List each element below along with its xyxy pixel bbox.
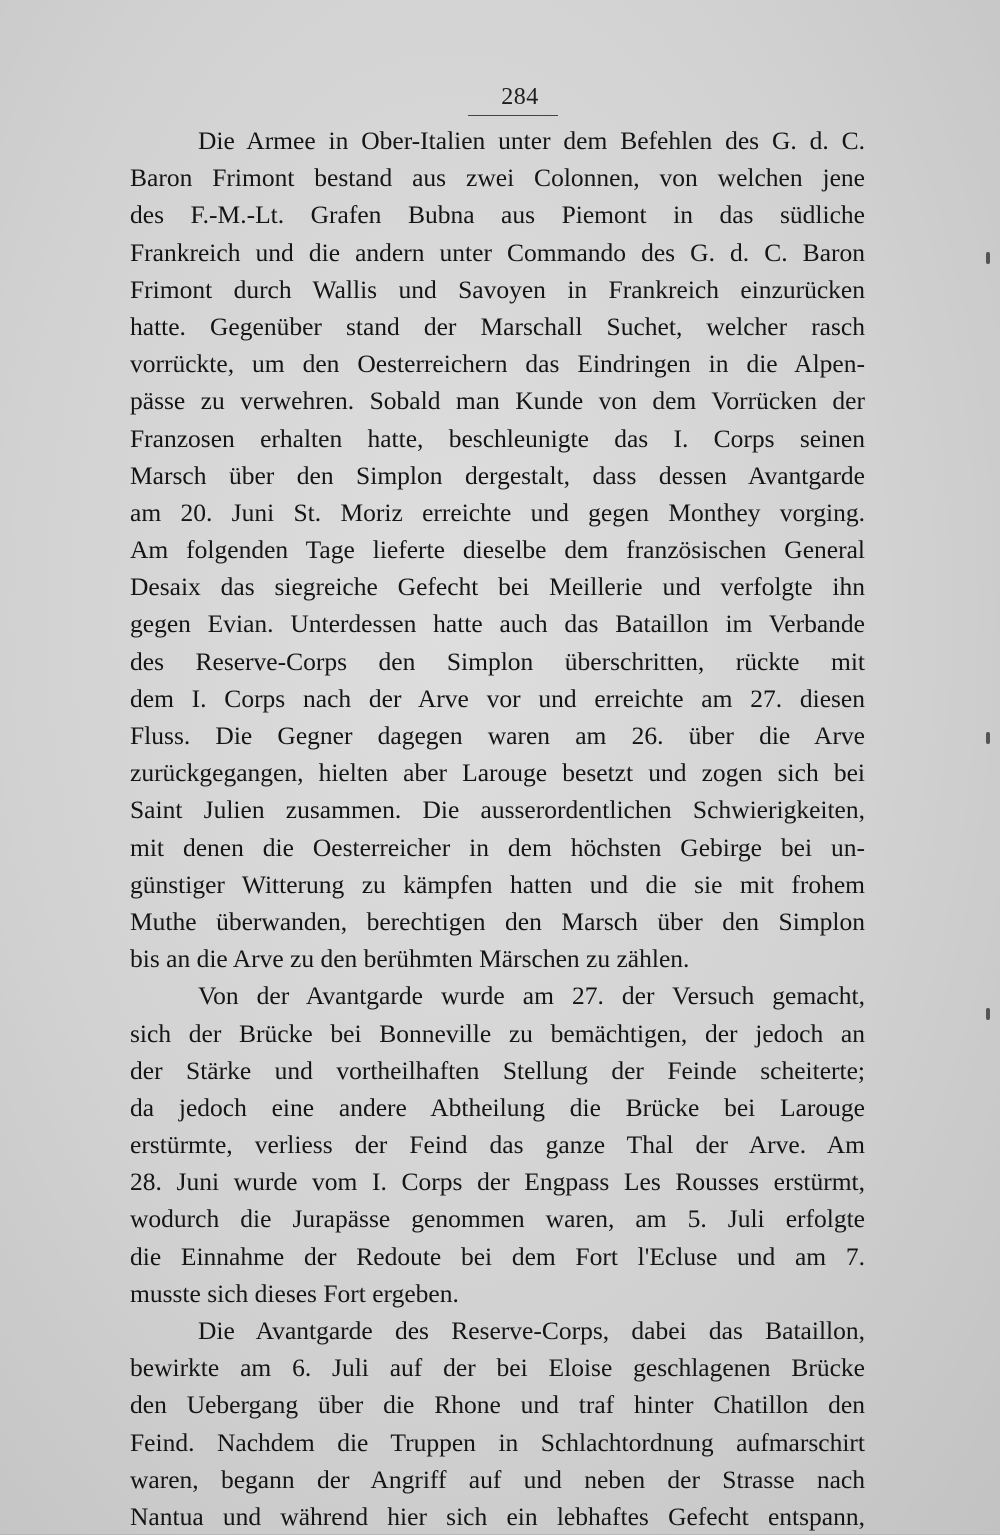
- text-line: musste sich dieses Fort ergeben.: [130, 1278, 459, 1308]
- text-line: die Einnahme der Redoute bei dem Fort l'Ecluse und am 7.: [130, 1241, 865, 1271]
- text-line: Marsch über den Simplon dergestalt, dass dessen Avantgarde: [130, 460, 865, 490]
- text-line: Frankreich und die andern unter Commando des G. d. C. Baron: [130, 237, 865, 267]
- text-line: hatte. Gegenüber stand der Marschall Suchet, welcher rasch: [130, 311, 865, 341]
- scan-margin-mark: [986, 1008, 990, 1020]
- text-line: Die Armee in Ober-Italien unter dem Befehlen des G. d. C.: [198, 126, 865, 155]
- text-line: pässe zu verwehren. Sobald man Kunde von dem Vorrücken der: [130, 386, 865, 416]
- text-line: Fluss. Die Gegner dagegen waren am 26. über die Arve: [130, 721, 865, 750]
- text-line: da jedoch eine andere Abtheilung die Brücke bei Larouge: [130, 1092, 865, 1122]
- text-line: Franzosen erhalten hatte, beschleunigte das I. Corps seinen: [130, 423, 865, 453]
- text-line: des F.-M.-Lt. Grafen Bubna aus Piemont in das südliche: [130, 200, 865, 230]
- text-line: am 20. Juni St. Moriz erreichte und gegen Monthey vorging.: [130, 497, 865, 527]
- text-line: Baron Frimont bestand aus zwei Colonnen, von welchen jene: [130, 163, 865, 193]
- text-line: Saint Julien zusammen. Die ausserordentlichen Schwierigkeiten,: [130, 795, 865, 825]
- text-line: Feind. Nachdem die Truppen in Schlachtordnung aufmarschirt: [130, 1427, 865, 1457]
- text-line: vorrückte, um den Oesterreichern das Eindringen in die Alpen-: [130, 349, 865, 379]
- scan-margin-mark: [986, 732, 990, 744]
- text-line: den Uebergang über die Rhone und traf hinter Chatillon den: [130, 1390, 865, 1420]
- text-line: Die Avantgarde des Reserve-Corps, dabei das Bataillon,: [198, 1316, 865, 1345]
- text-line: gegen Evian. Unterdessen hatte auch das Bataillon im Verbande: [130, 609, 865, 639]
- text-line: wodurch die Jurapässe genommen waren, am 5. Juli erfolgte: [130, 1204, 865, 1234]
- text-line: Desaix das siegreiche Gefecht bei Meillerie und verfolgte ihn: [130, 572, 865, 602]
- text-line: zurückgegangen, hielten aber Larouge besetzt und zogen sich bei: [130, 758, 865, 788]
- text-line: des Reserve-Corps den Simplon überschritten, rückte mit: [130, 646, 865, 676]
- text-line: waren, begann der Angriff auf und neben der Strasse nach: [130, 1464, 865, 1494]
- text-line: bewirkte am 6. Juli auf der bei Eloise geschlagenen Brücke: [130, 1353, 865, 1383]
- text-line: Am folgenden Tage lieferte dieselbe dem französischen General: [130, 535, 865, 565]
- text-line: sich der Brücke bei Bonneville zu bemächtigen, der jedoch an: [130, 1018, 865, 1048]
- text-line: Muthe überwanden, berechtigen den Marsch über den Simplon: [130, 906, 865, 936]
- text-line: 28. Juni wurde vom I. Corps der Engpass Les Rousses erstürmt,: [130, 1167, 865, 1197]
- text-line: der Stärke und vortheilhaften Stellung der Feinde scheiterte;: [130, 1055, 865, 1085]
- page-number-rule: [468, 115, 558, 116]
- text-line: mit denen die Oesterreicher in dem höchsten Gebirge bei un-: [130, 832, 865, 862]
- text-line: günstiger Witterung zu kämpfen hatten und die sie mit frohem: [130, 869, 865, 899]
- scan-margin-mark: [986, 252, 990, 264]
- text-line: dem I. Corps nach der Arve vor und erreichte am 27. diesen: [130, 683, 865, 713]
- text-line: bis an die Arve zu den berühmten Märschen zu zählen.: [130, 944, 690, 974]
- page-number: 284: [501, 84, 539, 110]
- body-text: [130, 122, 865, 1535]
- text-line: Von der Avantgarde wurde am 27. der Versuch gemacht,: [198, 981, 865, 1011]
- text-line: erstürmte, verliess der Feind das ganze Thal der Arve. Am: [130, 1130, 865, 1160]
- text-line: Frimont durch Wallis und Savoyen in Frankreich einzurücken: [130, 274, 865, 304]
- text-line: Nantua und während hier sich ein lebhaftes Gefecht entspann,: [130, 1501, 865, 1531]
